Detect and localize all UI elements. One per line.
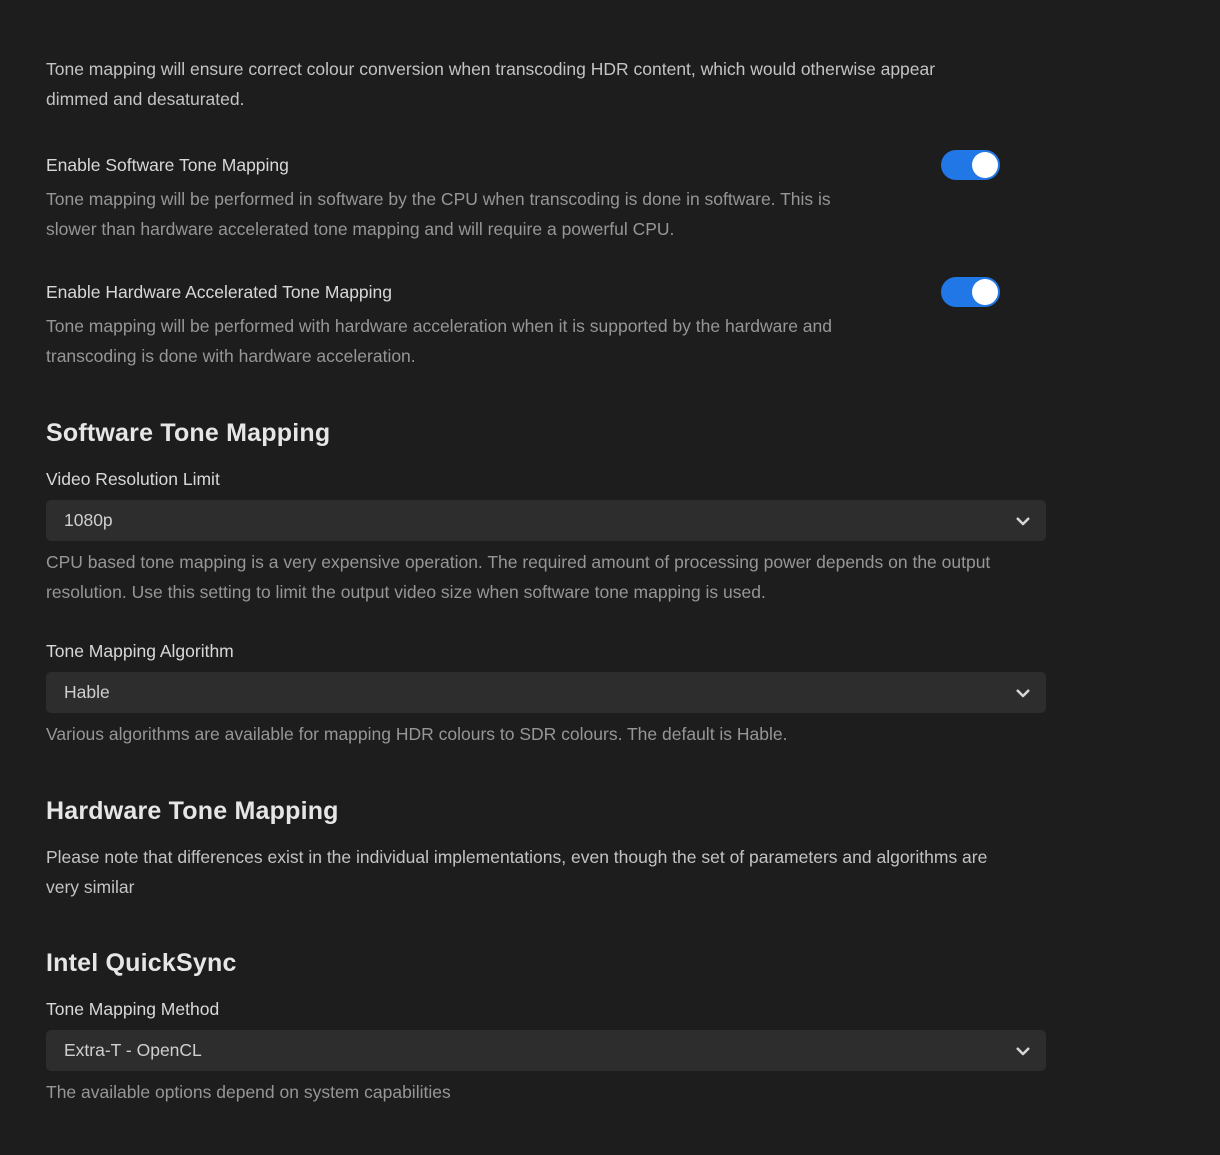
video-resolution-limit-value: 1080p [64, 510, 113, 530]
software-tone-mapping-row [46, 150, 1000, 244]
intro-text: Tone mapping will ensure correct colour conversion when transcoding HDR content, which would otherwise appear dimmed and desaturated. [46, 59, 936, 109]
toggle-knob [972, 279, 998, 305]
tone-mapping-method-select[interactable] [46, 1030, 1046, 1071]
chevron-down-icon [1013, 1041, 1033, 1061]
hardware-tone-mapping-label: Enable Hardware Accelerated Tone Mapping [46, 282, 393, 302]
video-resolution-limit-select[interactable] [46, 500, 1046, 541]
hardware-section-heading: Hardware Tone Mapping [46, 797, 339, 825]
hardware-tone-mapping-row [46, 277, 1000, 371]
chevron-down-icon [1013, 683, 1033, 703]
tone-mapping-algorithm-value: Hable [64, 682, 110, 702]
tone-mapping-method-label: Tone Mapping Method [46, 999, 220, 1019]
software-section-heading: Software Tone Mapping [46, 419, 331, 447]
intel-quicksync-heading: Intel QuickSync [46, 949, 237, 977]
tone-mapping-algorithm-description: Various algorithms are available for mapping HDR colours to SDR colours. The default is Hable. [46, 724, 788, 744]
software-tone-mapping-description: Tone mapping will be performed in software by the CPU when transcoding is done in software. This is slower than hardware accelerated tone mapping and will require a powerful CPU. [46, 189, 831, 239]
hardware-section-note: Please note that differences exist in the individual implementations, even though the set of parameters and algorithms are very similar [46, 847, 988, 897]
video-resolution-limit-label: Video Resolution Limit [46, 469, 220, 489]
software-tone-mapping-toggle[interactable] [941, 150, 1000, 180]
hardware-tone-mapping-toggle[interactable] [941, 277, 1000, 307]
video-resolution-limit-description: CPU based tone mapping is a very expensive operation. The required amount of processing power depends on the output resolution. Use this setting to limit the output video size when software tone mapping is used. [46, 552, 991, 602]
tone-mapping-method-value: Extra-T - OpenCL [64, 1040, 202, 1060]
tone-mapping-method-description: The available options depend on system capabilities [46, 1082, 451, 1102]
toggle-knob [972, 152, 998, 178]
hardware-tone-mapping-description: Tone mapping will be performed with hardware acceleration when it is supported by the hardware and transcoding is done with hardware acceleration. [46, 316, 832, 366]
software-tone-mapping-label: Enable Software Tone Mapping [46, 155, 289, 175]
tone-mapping-algorithm-select[interactable] [46, 672, 1046, 713]
tone-mapping-algorithm-label: Tone Mapping Algorithm [46, 641, 234, 661]
chevron-down-icon [1013, 511, 1033, 531]
